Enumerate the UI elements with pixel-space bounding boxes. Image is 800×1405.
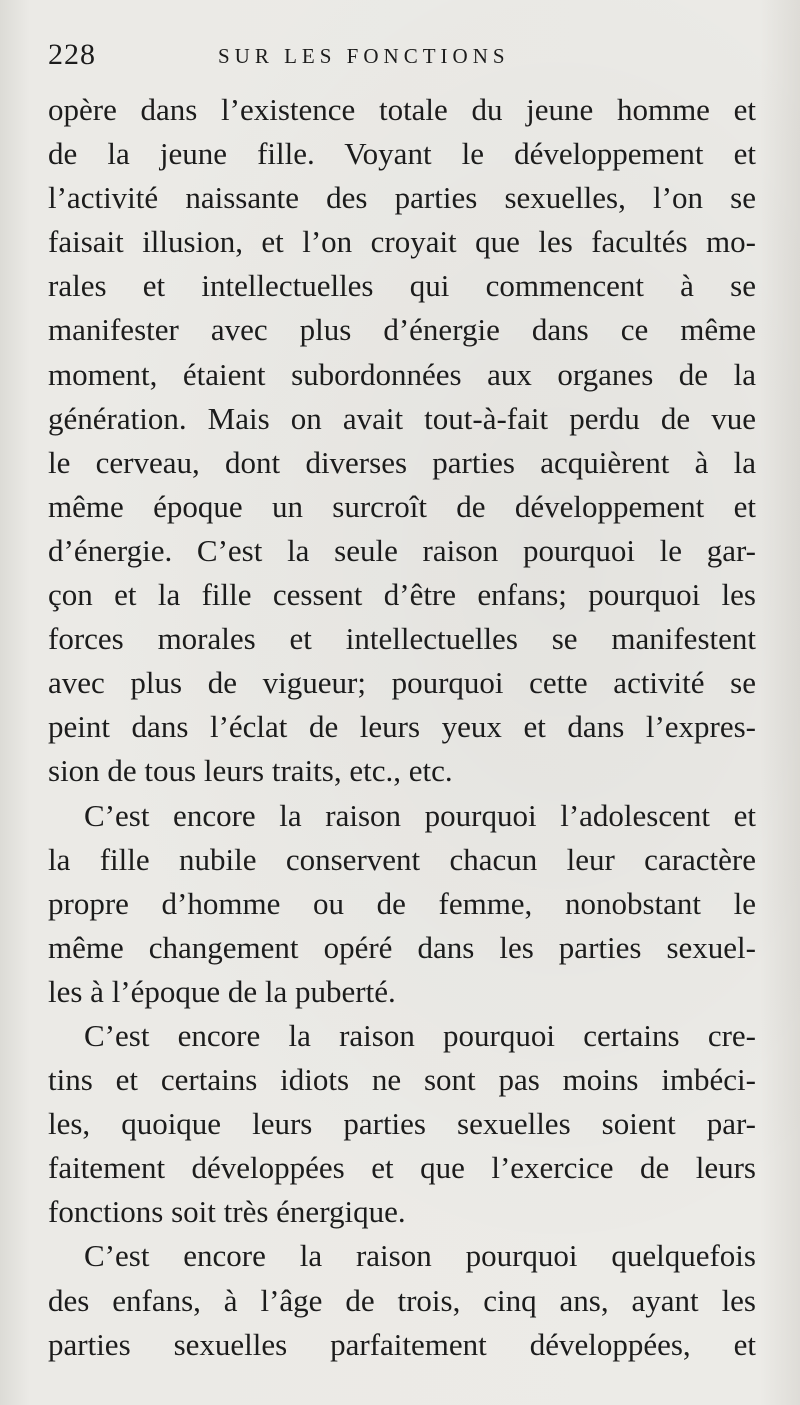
text-line: rales et intellectuelles qui commencent à se bbox=[48, 268, 756, 304]
text-line: sion de tous leurs traits, etc., etc. bbox=[48, 753, 453, 789]
text-line: de la jeune fille. Voyant le développement et bbox=[48, 136, 756, 172]
text-line: des enfans, à l’âge de trois, cinq ans, ayant les bbox=[48, 1282, 756, 1318]
text-line: manifester avec plus d’énergie dans ce même bbox=[48, 312, 756, 348]
text-line: même époque un surcroît de développement et bbox=[48, 488, 756, 524]
text-line: C’est encore la raison pourquoi l’adolescent et bbox=[84, 797, 756, 833]
text-line: d’énergie. C’est la seule raison pourquoi le gar- bbox=[48, 532, 756, 568]
page-header bbox=[48, 38, 758, 78]
text-line: l’activité naissante des parties sexuelles, l’on se bbox=[48, 180, 756, 216]
page-number: 228 bbox=[48, 38, 96, 71]
text-line: C’est encore la raison pourquoi certains cre- bbox=[84, 1017, 756, 1053]
text-line: les, quoique leurs parties sexuelles soient par- bbox=[48, 1106, 756, 1142]
text-line: peint dans l’éclat de leurs yeux et dans l’expres- bbox=[48, 709, 756, 745]
text-line: moment, étaient subordonnées aux organes de la bbox=[48, 356, 756, 392]
text-line: génération. Mais on avait tout-à-fait perdu de vue bbox=[48, 400, 756, 436]
text-line: les à l’époque de la puberté. bbox=[48, 973, 396, 1009]
text-line: faitement développées et que l’exercice de leurs bbox=[48, 1150, 756, 1186]
text-line: opère dans l’existence totale du jeune homme et bbox=[48, 92, 756, 127]
text-line: faisait illusion, et l’on croyait que les facultés mo- bbox=[48, 224, 756, 260]
body-text bbox=[48, 88, 756, 1367]
paragraph-1 bbox=[48, 88, 756, 794]
text-line: forces morales et intellectuelles se manifestent bbox=[48, 621, 756, 657]
paragraph-3 bbox=[48, 1014, 756, 1234]
running-head: SUR LES FONCTIONS bbox=[218, 44, 510, 68]
text-line: le cerveau, dont diverses parties acquièrent à la bbox=[48, 444, 756, 480]
paragraph-2 bbox=[48, 794, 756, 1014]
text-line: tins et certains idiots ne sont pas moins imbéci- bbox=[48, 1062, 756, 1098]
text-line: même changement opéré dans les parties sexuel- bbox=[48, 929, 756, 965]
text-line: avec plus de vigueur; pourquoi cette activité se bbox=[48, 665, 756, 701]
text-line: propre d’homme ou de femme, nonobstant le bbox=[48, 885, 756, 921]
text-line: C’est encore la raison pourquoi quelquefois bbox=[84, 1238, 756, 1274]
paragraph-4 bbox=[48, 1234, 756, 1366]
text-line: la fille nubile conservent chacun leur caractère bbox=[48, 841, 756, 877]
text-line: çon et la fille cessent d’être enfans; pourquoi les bbox=[48, 577, 756, 613]
text-line: fonctions soit très énergique. bbox=[48, 1194, 406, 1230]
text-line: parties sexuelles parfaitement développées, et bbox=[48, 1326, 756, 1362]
